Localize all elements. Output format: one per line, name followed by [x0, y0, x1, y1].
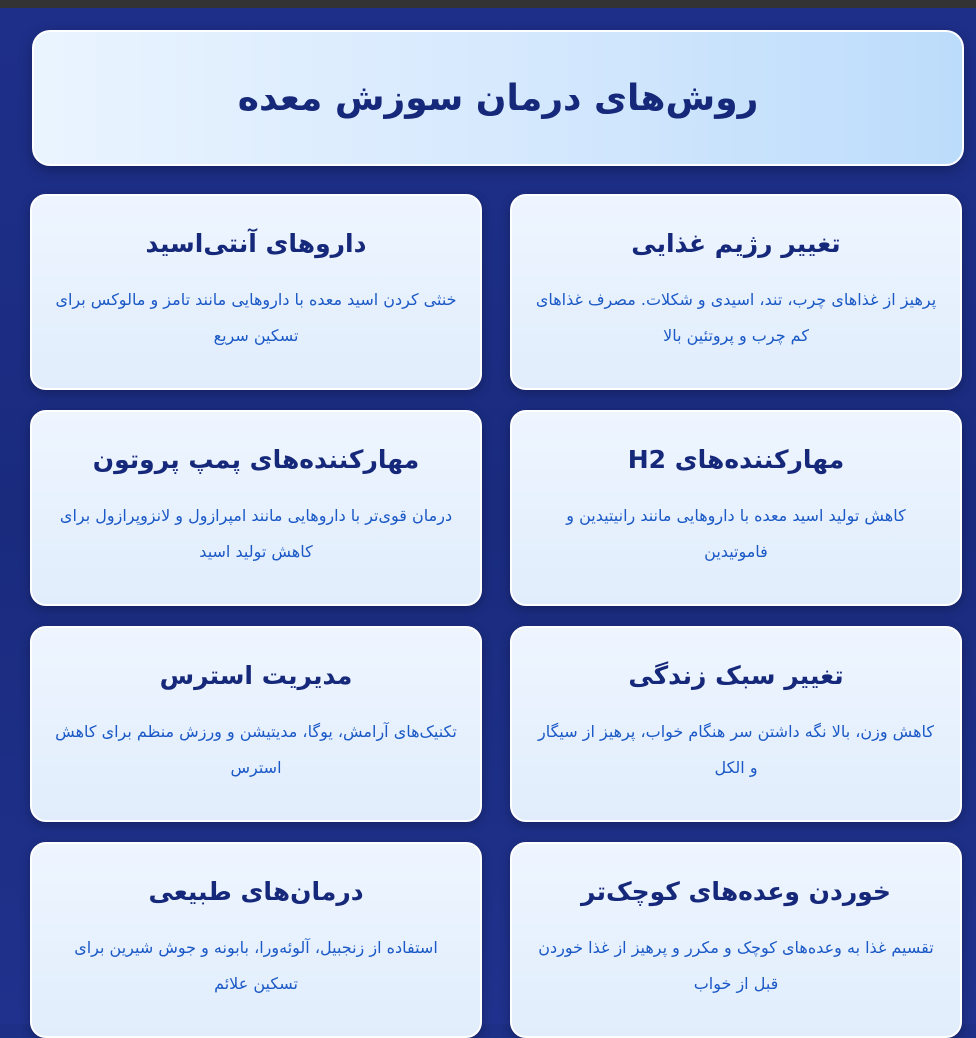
- card-description: تکنیک‌های آرامش، یوگا، مدیتیشن و ورزش منظم برای کاهش استرس: [55, 722, 457, 777]
- card-title: مهارکننده‌های H2: [627, 445, 845, 474]
- card-title: تغییر رژیم غذایی: [631, 229, 841, 258]
- card-description: کاهش تولید اسید معده با داروهایی مانند رانیتیدین و فاموتیدین: [566, 506, 906, 561]
- card-stress-management: [30, 626, 482, 822]
- card-title: تغییر سبک زندگی: [628, 661, 844, 690]
- browser-top-strip: [0, 0, 976, 8]
- page-canvas: [0, 8, 976, 1024]
- card-antacids: [30, 194, 482, 390]
- card-smaller-meals: [510, 842, 962, 1038]
- card-title: داروهای آنتی‌اسید: [145, 229, 367, 258]
- card-natural-remedies: [30, 842, 482, 1038]
- card-lifestyle-change: [510, 626, 962, 822]
- card-h2-blockers: [510, 410, 962, 606]
- card-description: پرهیز از غذاهای چرب، تند، اسیدی و شکلات. مصرف غذاهای کم چرب و پروتئین بالا: [535, 290, 937, 345]
- card-title: خوردن وعده‌های کوچک‌تر: [581, 877, 891, 906]
- page-title: روش‌های درمان سوزش معده: [237, 77, 759, 119]
- card-description: تقسیم غذا به وعده‌های کوچک و مکرر و پرهیز از غذا خوردن قبل از خواب: [538, 938, 934, 993]
- title-panel: [32, 30, 964, 166]
- treatment-cards-grid: [30, 194, 962, 1038]
- card-title: مهارکننده‌های پمپ پروتون: [92, 445, 420, 474]
- card-title: مدیریت استرس: [159, 661, 353, 690]
- card-title: درمان‌های طبیعی: [148, 877, 364, 906]
- card-description: درمان قوی‌تر با داروهایی مانند امپرازول و لانزوپرازول برای کاهش تولید اسید: [59, 506, 453, 561]
- card-description: کاهش وزن، بالا نگه داشتن سر هنگام خواب، پرهیز از سیگار و الکل: [537, 722, 935, 777]
- card-diet-change: [510, 194, 962, 390]
- card-description: استفاده از زنجبیل، آلوئه‌ورا، بابونه و جوش شیرین برای تسکین علائم: [74, 938, 438, 993]
- card-description: خنثی کردن اسید معده با داروهایی مانند تامز و مالوکس برای تسکین سریع: [55, 290, 457, 345]
- card-proton-pump-inhibitors: [30, 410, 482, 606]
